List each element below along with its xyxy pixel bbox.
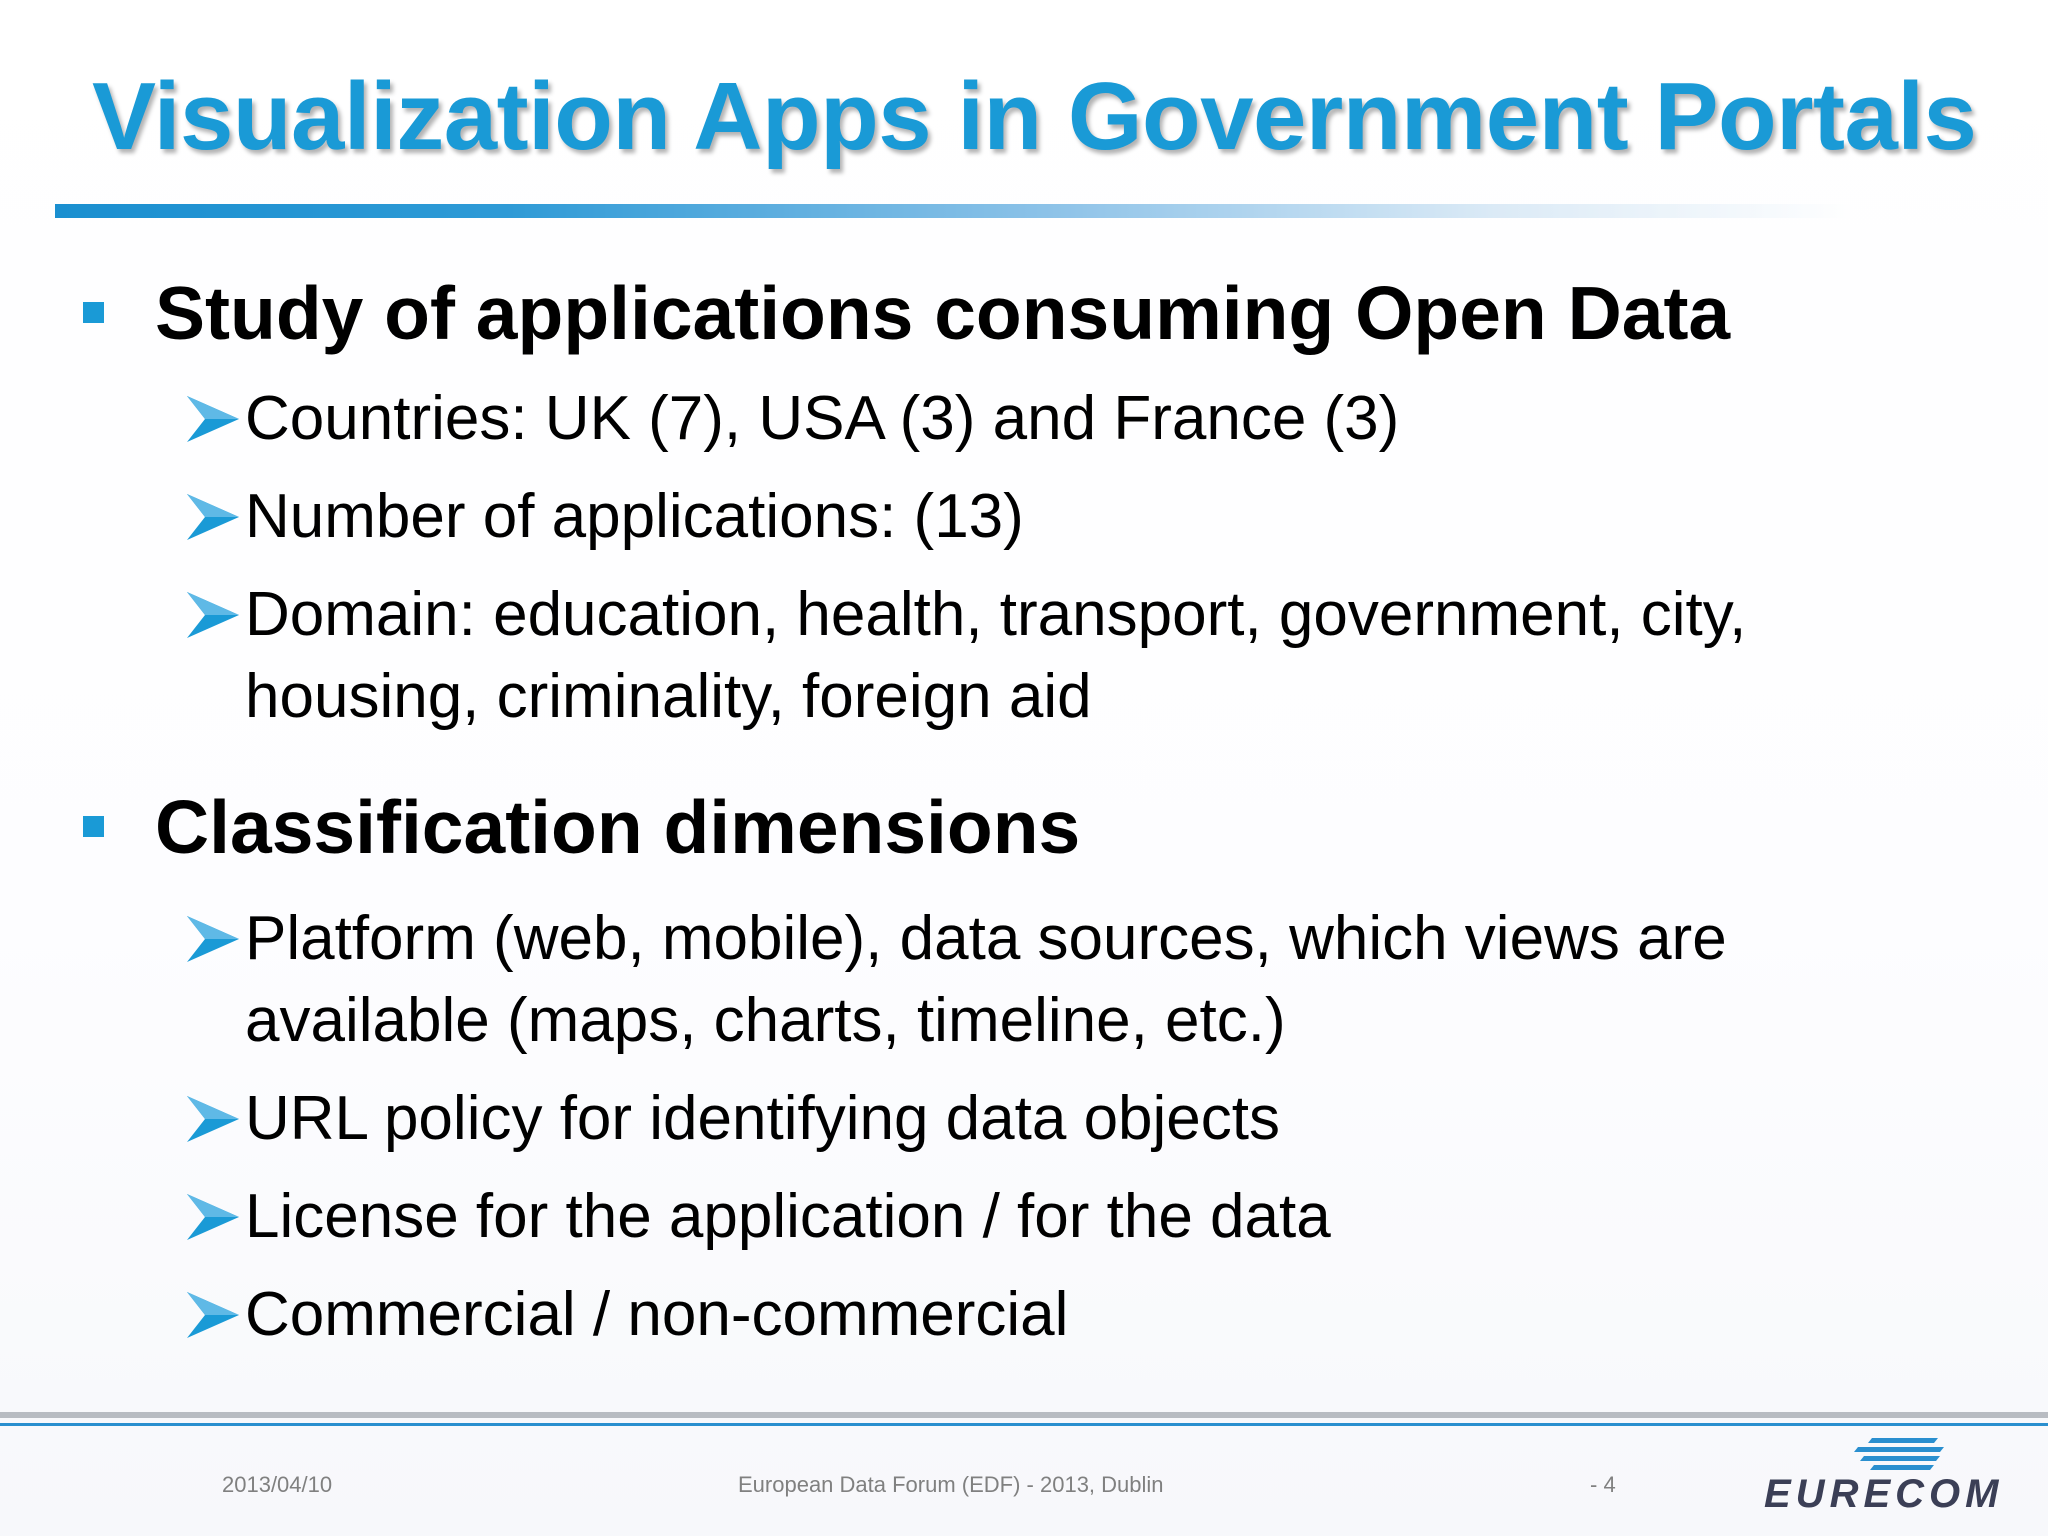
sub-bullet-text-continued: housing, criminality, foreign aid [245, 662, 1092, 731]
logo-text: EURECOM [1764, 1472, 2004, 1516]
slide-title: Visualization Apps in Government Portals [92, 63, 1977, 170]
arrow-bullet-icon [185, 1092, 241, 1146]
footer-divider-accent [0, 1423, 2048, 1426]
title-underline [55, 204, 1855, 218]
arrow-bullet-icon [185, 1288, 241, 1342]
sub-bullet-text: Commercial / non-commercial [245, 1280, 1069, 1349]
sub-bullet-text-continued: available (maps, charts, timeline, etc.) [245, 986, 1286, 1055]
footer-date: 2013/04/10 [222, 1472, 333, 1497]
sub-bullet-text: URL policy for identifying data objects [245, 1084, 1281, 1153]
footer-event: European Data Forum (EDF) - 2013, Dublin [738, 1472, 1164, 1497]
sub-bullet-text: Domain: education, health, transport, government, city, [245, 580, 1747, 649]
sub-bullet-text: License for the application / for the data [245, 1182, 1331, 1251]
arrow-bullet-icon [185, 1190, 241, 1244]
bullet-classification: Classification dimensions [155, 785, 1081, 869]
arrow-bullet-icon [185, 392, 241, 446]
arrow-bullet-icon [185, 912, 241, 966]
square-bullet-icon [83, 816, 104, 837]
sub-bullet-text: Platform (web, mobile), data sources, which views are [245, 904, 1727, 973]
arrow-bullet-icon [185, 588, 241, 642]
bullet-study: Study of applications consuming Open Data [155, 271, 1731, 355]
sub-bullet-text: Number of applications: (13) [245, 482, 1024, 551]
square-bullet-icon [83, 302, 104, 323]
footer-page-number: - 4 [1590, 1472, 1616, 1497]
footer-divider [0, 1412, 2048, 1418]
sub-bullet-text: Countries: UK (7), USA (3) and France (3) [245, 384, 1400, 453]
eurecom-logo [1760, 1430, 2010, 1530]
arrow-bullet-icon [185, 490, 241, 544]
